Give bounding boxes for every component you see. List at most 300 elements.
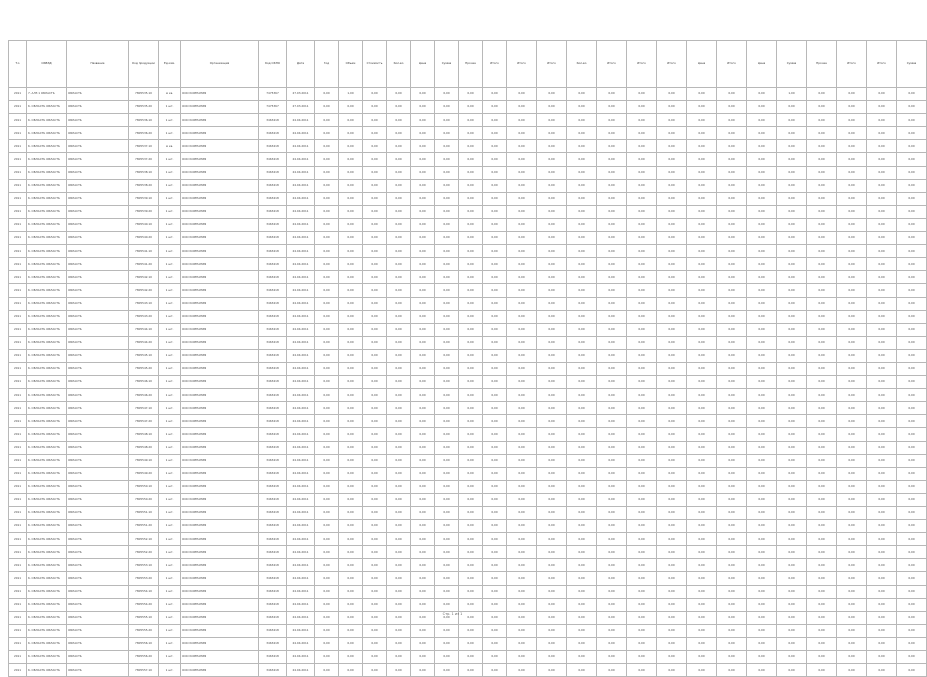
table-cell: 0,00 [717, 258, 747, 271]
table-cell: 0,00 [687, 480, 717, 493]
table-cell: 0,00 [687, 507, 717, 520]
table-cell: 0,00 [657, 493, 687, 506]
table-cell: 24.04.2011 [287, 389, 315, 402]
table-cell: 0,00 [507, 493, 537, 506]
table-cell: 0,00 [867, 415, 897, 428]
table-cell: 0,00 [483, 454, 507, 467]
table-row [9, 624, 927, 637]
table-cell: 0,00 [387, 88, 411, 101]
table-cell: 0,00 [747, 166, 777, 179]
table-cell: 0,00 [717, 179, 747, 192]
table-cell: 0,00 [339, 218, 363, 231]
table-cell: 0,00 [807, 232, 837, 245]
table-cell: 0,00 [537, 415, 567, 428]
table-cell: 0,00 [459, 559, 483, 572]
table-cell: 0,00 [747, 297, 777, 310]
table-cell: 0,00 [459, 376, 483, 389]
table-cell: 0,00 [897, 389, 927, 402]
table-cell: 0,00 [435, 166, 459, 179]
table-cell: 1 шт. [159, 245, 181, 258]
table-cell: 0,00 [459, 546, 483, 559]
table-cell: 0,00 [627, 258, 657, 271]
table-cell: 0,00 [435, 624, 459, 637]
table-cell: 0,00 [567, 624, 597, 637]
table-cell: ООО КОМПАНИЯ [181, 415, 259, 428]
table-cell: ООО КОМПАНИЯ [181, 192, 259, 205]
table-cell: 0,00 [459, 415, 483, 428]
table-cell: ООО КОМПАНИЯ [181, 205, 259, 218]
table-cell: 0,00 [459, 323, 483, 336]
column-header: Код продукции [129, 41, 159, 88]
table-cell: ООО КОМПАНИЯ [181, 520, 259, 533]
table-cell: 0,00 [897, 415, 927, 428]
table-cell: 2011 [9, 114, 27, 127]
table-cell: 0,00 [597, 349, 627, 362]
table-cell: 0,00 [387, 245, 411, 258]
table-cell: 7805552.20 [129, 546, 159, 559]
table-cell: 0,00 [507, 336, 537, 349]
table-cell: 0,00 [597, 493, 627, 506]
table-cell: 0,00 [867, 218, 897, 231]
table-cell: 3463418 [259, 428, 287, 441]
table-cell: 0,00 [411, 598, 435, 611]
table-cell: 0,00 [837, 323, 867, 336]
table-cell: 0,00 [777, 520, 807, 533]
table-cell: 0,00 [435, 428, 459, 441]
table-cell: ОБЛАСТЬ [67, 127, 129, 140]
table-cell: 1 шт. [159, 101, 181, 114]
table-cell: 0,00 [387, 480, 411, 493]
table-cell: ООО КОМПАНИЯ [181, 310, 259, 323]
table-cell: 6. ОБЛАСТЬ ОБЛАСТЬ [27, 624, 67, 637]
table-cell: 0,00 [627, 205, 657, 218]
table-cell: 0,00 [363, 598, 387, 611]
table-cell: 0,00 [717, 546, 747, 559]
table-cell: ОБЛАСТЬ [67, 101, 129, 114]
table-cell: 0,00 [411, 637, 435, 650]
table-cell: 0,00 [807, 611, 837, 624]
table-cell: 0,00 [387, 218, 411, 231]
table-cell: 0,00 [537, 520, 567, 533]
table-cell: 0,00 [717, 336, 747, 349]
column-header: Итого [597, 41, 627, 88]
table-cell: 0,00 [687, 179, 717, 192]
table-cell: 1 шт. [159, 127, 181, 140]
table-cell: 0,00 [597, 232, 627, 245]
table-cell: 3463418 [259, 362, 287, 375]
table-cell: 6. ОБЛАСТЬ ОБЛАСТЬ [27, 218, 67, 231]
table-cell: 0,00 [867, 507, 897, 520]
table-cell: 0,00 [597, 572, 627, 585]
table-cell: 0,00 [411, 258, 435, 271]
table-cell: 1 шт. [159, 389, 181, 402]
table-cell: 7805542.20 [129, 284, 159, 297]
table-cell: 0,00 [483, 480, 507, 493]
table-cell: 7805556.20 [129, 651, 159, 664]
table-cell: 0,00 [459, 389, 483, 402]
table-cell: 0,00 [363, 651, 387, 664]
table-cell: 0,00 [315, 533, 339, 546]
table-cell: 0,00 [837, 245, 867, 258]
table-cell: 24.04.2011 [287, 166, 315, 179]
table-cell: 0,00 [717, 559, 747, 572]
table-cell: 0,00 [717, 428, 747, 441]
table-cell: 7805546.10 [129, 376, 159, 389]
table-cell: 0,00 [537, 232, 567, 245]
table-cell: 0,00 [411, 310, 435, 323]
table-cell: 0,00 [339, 611, 363, 624]
table-cell: 0,00 [537, 572, 567, 585]
table-cell: 0,00 [363, 205, 387, 218]
table-cell: 3463418 [259, 323, 287, 336]
column-header: Прочее [807, 41, 837, 88]
table-cell: 24.04.2011 [287, 114, 315, 127]
table-cell: ОБЛАСТЬ [67, 192, 129, 205]
table-cell: 0,00 [363, 402, 387, 415]
table-cell: 0,00 [567, 127, 597, 140]
table-cell: 24.04.2011 [287, 598, 315, 611]
table-cell: 1 шт. [159, 428, 181, 441]
table-cell: 0,00 [687, 389, 717, 402]
table-cell: 0,00 [747, 153, 777, 166]
table-cell: 7475367 [259, 88, 287, 101]
table-cell: 0,00 [537, 637, 567, 650]
table-cell: 0,00 [507, 415, 537, 428]
table-row [9, 598, 927, 611]
table-cell: 0,00 [459, 428, 483, 441]
table-cell: 0,00 [507, 166, 537, 179]
table-cell: 0,00 [837, 310, 867, 323]
table-cell: 6. ОБЛАСТЬ ОБЛАСТЬ [27, 651, 67, 664]
table-cell: 0,00 [507, 572, 537, 585]
table-cell: 2011 [9, 271, 27, 284]
table-cell: 24.04.2011 [287, 533, 315, 546]
table-cell: 7805557.10 [129, 664, 159, 677]
table-cell: 7805541.10 [129, 245, 159, 258]
table-cell: 0,00 [435, 546, 459, 559]
table-cell: 0,00 [363, 323, 387, 336]
table-cell: 0,00 [807, 507, 837, 520]
table-cell: 0,00 [387, 389, 411, 402]
table-cell: 0,00 [483, 441, 507, 454]
table-cell: 0,00 [807, 271, 837, 284]
table-cell: 0,00 [597, 624, 627, 637]
table-cell: 24.04.2011 [287, 127, 315, 140]
table-cell: 0,00 [777, 559, 807, 572]
table-cell: 7805545.10 [129, 349, 159, 362]
table-cell: ОБЛАСТЬ [67, 507, 129, 520]
table-cell: 0,00 [363, 493, 387, 506]
table-cell: 0,00 [339, 271, 363, 284]
table-cell: ОБЛАСТЬ [67, 205, 129, 218]
table-cell: 0,00 [339, 192, 363, 205]
table-cell: 0,00 [717, 166, 747, 179]
table-cell: 0,00 [507, 441, 537, 454]
table-cell: 0,00 [657, 441, 687, 454]
table-cell: 0,00 [777, 480, 807, 493]
table-cell: 0,00 [897, 127, 927, 140]
table-cell: 0,00 [483, 245, 507, 258]
table-cell: 2011 [9, 467, 27, 480]
table-cell: 1 шт. [159, 533, 181, 546]
table-cell: 0,00 [315, 624, 339, 637]
table-cell: 0,00 [627, 192, 657, 205]
table-cell: 0,00 [339, 232, 363, 245]
table-cell: 0,00 [537, 349, 567, 362]
table-cell: 0,00 [867, 559, 897, 572]
table-cell: 0,00 [837, 402, 867, 415]
table-cell: 0,00 [867, 166, 897, 179]
table-cell: 0,00 [339, 297, 363, 310]
table-cell: 6. ОБЛАСТЬ ОБЛАСТЬ [27, 179, 67, 192]
table-cell: 24.04.2011 [287, 258, 315, 271]
table-cell: 0,00 [507, 127, 537, 140]
table-cell: 0,00 [837, 480, 867, 493]
table-cell: ОБЛАСТЬ [67, 415, 129, 428]
table-cell: 0,00 [897, 284, 927, 297]
table-cell: 0,00 [459, 441, 483, 454]
table-cell: 0,00 [717, 454, 747, 467]
table-cell: 0,00 [747, 624, 777, 637]
table-cell: 0,00 [597, 376, 627, 389]
table-cell: 0,00 [387, 127, 411, 140]
table-cell: 0,00 [483, 88, 507, 101]
table-cell: 0,00 [537, 297, 567, 310]
table-cell: 3463418 [259, 402, 287, 415]
table-cell: 0,00 [435, 323, 459, 336]
table-cell: 24.04.2011 [287, 349, 315, 362]
table-cell: 0,00 [747, 559, 777, 572]
table-cell: 0,00 [459, 232, 483, 245]
table-cell: 0,00 [897, 336, 927, 349]
table-cell: 0,00 [897, 402, 927, 415]
table-cell: 0,00 [435, 218, 459, 231]
table-cell: 0,00 [387, 166, 411, 179]
table-row [9, 336, 927, 349]
table-cell: ООО КОМПАНИЯ [181, 559, 259, 572]
table-cell: ООО КОМПАНИЯ [181, 101, 259, 114]
table-cell: 0,00 [537, 493, 567, 506]
table-cell: 0,00 [867, 205, 897, 218]
table-cell: ООО КОМПАНИЯ [181, 166, 259, 179]
table-cell: ОБЛАСТЬ [67, 245, 129, 258]
table-cell: 0,00 [747, 88, 777, 101]
table-cell: 0,00 [747, 284, 777, 297]
table-cell: 2011 [9, 664, 27, 677]
table-cell: 0,00 [387, 284, 411, 297]
table-cell: 0,00 [435, 402, 459, 415]
table-cell: 0,00 [363, 88, 387, 101]
table-cell: 0,00 [867, 284, 897, 297]
table-cell: 0,00 [567, 507, 597, 520]
table-cell: 0,00 [657, 415, 687, 428]
table-cell: 0,00 [411, 624, 435, 637]
table-cell: 0,00 [459, 205, 483, 218]
table-cell: ООО КОМПАНИЯ [181, 546, 259, 559]
table-cell: 0,00 [627, 310, 657, 323]
table-cell: 0,00 [315, 297, 339, 310]
table-cell: 0,00 [537, 441, 567, 454]
table-cell: 0,00 [807, 428, 837, 441]
column-header: Итого [837, 41, 867, 88]
table-cell: 0,00 [717, 362, 747, 375]
column-header: Итого [657, 41, 687, 88]
table-cell: 0,00 [897, 493, 927, 506]
table-cell: ООО КОМПАНИЯ [181, 402, 259, 415]
table-cell: 0,00 [837, 467, 867, 480]
table-cell: 0,00 [717, 611, 747, 624]
table-cell: 0,00 [435, 520, 459, 533]
table-cell: 0,00 [747, 572, 777, 585]
column-header: Цена [411, 41, 435, 88]
table-cell: 7805550.10 [129, 480, 159, 493]
table-cell: 0,00 [627, 441, 657, 454]
table-cell: 24.04.2011 [287, 140, 315, 153]
table-cell: 0,00 [537, 179, 567, 192]
table-cell: 2011 [9, 389, 27, 402]
table-cell: 0,00 [567, 166, 597, 179]
table-cell: 0,00 [807, 192, 837, 205]
table-cell: 6. ОБЛАСТЬ ОБЛАСТЬ [27, 546, 67, 559]
table-cell: 0,00 [483, 415, 507, 428]
table-cell: 0,00 [363, 546, 387, 559]
table-cell: 0,00 [507, 284, 537, 297]
table-row [9, 362, 927, 375]
table-cell: 0,00 [747, 336, 777, 349]
table-cell: 0,00 [537, 258, 567, 271]
table-cell: 0,00 [387, 598, 411, 611]
table-cell: 0,00 [747, 598, 777, 611]
table-cell: 6. ОБЛАСТЬ ОБЛАСТЬ [27, 533, 67, 546]
table-cell: 24.04.2011 [287, 415, 315, 428]
table-cell: 3463418 [259, 218, 287, 231]
table-cell: 0,00 [339, 520, 363, 533]
table-cell: 0,00 [387, 533, 411, 546]
table-cell: 0,00 [483, 507, 507, 520]
table-cell: ОБЛАСТЬ [67, 467, 129, 480]
table-cell: 0,00 [387, 336, 411, 349]
table-cell: 1 шт. [159, 205, 181, 218]
table-cell: 0,00 [459, 507, 483, 520]
table-cell: 0,00 [837, 441, 867, 454]
table-cell: 0,00 [837, 611, 867, 624]
table-cell: 0,00 [339, 585, 363, 598]
table-cell: 1 шт. [159, 507, 181, 520]
table-cell: 0,00 [315, 127, 339, 140]
table-cell: 0,00 [747, 402, 777, 415]
table-cell: 0,00 [777, 166, 807, 179]
table-cell: 0,00 [363, 533, 387, 546]
table-cell: 1 шт. [159, 153, 181, 166]
table-cell: 0,00 [537, 507, 567, 520]
table-cell: 0,00 [435, 637, 459, 650]
table-cell: 0,00 [837, 428, 867, 441]
table-cell: 0,00 [597, 271, 627, 284]
table-cell: 0,00 [597, 323, 627, 336]
table-cell: 0,00 [897, 598, 927, 611]
table-cell: 0,00 [411, 533, 435, 546]
table-cell: 0,00 [657, 520, 687, 533]
table-cell: ООО КОМПАНИЯ [181, 585, 259, 598]
table-cell: 0,00 [339, 389, 363, 402]
table-cell: 0,00 [363, 140, 387, 153]
table-cell: 6. ОБЛАСТЬ ОБЛАСТЬ [27, 192, 67, 205]
table-cell: 0,00 [687, 664, 717, 677]
table-cell: ООО КОМПАНИЯ [181, 127, 259, 140]
table-cell: 0,00 [897, 546, 927, 559]
table-row [9, 428, 927, 441]
table-cell: 24.04.2011 [287, 323, 315, 336]
table-cell: 0,00 [411, 572, 435, 585]
table-cell: 0,00 [483, 114, 507, 127]
table-cell: 0,00 [459, 533, 483, 546]
table-row [9, 454, 927, 467]
table-cell: 0,00 [597, 166, 627, 179]
table-cell: 7805543.20 [129, 310, 159, 323]
table-cell: 0,00 [687, 402, 717, 415]
column-header: Год [315, 41, 339, 88]
table-cell: 0,00 [627, 362, 657, 375]
table-cell: 0,00 [459, 362, 483, 375]
table-cell: 0,00 [897, 310, 927, 323]
table-cell: 3463418 [259, 415, 287, 428]
table-cell: 0,00 [777, 415, 807, 428]
table-cell: 0,00 [807, 389, 837, 402]
table-cell: 0,00 [507, 507, 537, 520]
table-cell: 0,00 [435, 585, 459, 598]
table-cell: 0,00 [687, 533, 717, 546]
table-cell: ОБЛАСТЬ [67, 349, 129, 362]
table-cell: 0,00 [507, 114, 537, 127]
table-cell: 0,00 [777, 664, 807, 677]
table-cell: 0,00 [777, 153, 807, 166]
table-cell: 0,00 [411, 114, 435, 127]
table-cell: 0,00 [459, 611, 483, 624]
table-cell: 0,00 [777, 376, 807, 389]
table-cell: 2011 [9, 651, 27, 664]
table-cell: 0,00 [507, 245, 537, 258]
table-cell: 0,00 [363, 218, 387, 231]
table-cell: 0,00 [687, 441, 717, 454]
table-cell: 7. АЛЗ 1 ОБЛАСТЬ [27, 88, 67, 101]
table-cell: 0,00 [837, 140, 867, 153]
table-cell: 0,00 [597, 258, 627, 271]
table-cell: ООО КОМПАНИЯ [181, 467, 259, 480]
table-cell: 0,00 [867, 585, 897, 598]
table-cell: 0,00 [387, 271, 411, 284]
table-cell: 1 шт. [159, 598, 181, 611]
table-cell: 0,00 [897, 467, 927, 480]
table-cell: 0,00 [687, 310, 717, 323]
table-cell: 6. ОБЛАСТЬ ОБЛАСТЬ [27, 493, 67, 506]
table-cell: 2011 [9, 559, 27, 572]
table-cell: 0,00 [363, 428, 387, 441]
table-row [9, 205, 927, 218]
table-cell: 0,00 [627, 637, 657, 650]
table-cell: 0,00 [483, 533, 507, 546]
table-cell: 0,00 [777, 323, 807, 336]
table-cell: 0,00 [627, 546, 657, 559]
table-cell: ООО КОМПАНИЯ [181, 362, 259, 375]
table-cell: 0,00 [867, 428, 897, 441]
table-cell: 0,00 [567, 258, 597, 271]
table-cell: 0,00 [867, 245, 897, 258]
table-row [9, 258, 927, 271]
table-cell: 0,00 [315, 349, 339, 362]
table-cell: 0,00 [747, 205, 777, 218]
table-cell: 0,00 [627, 127, 657, 140]
table-cell: 0,00 [339, 310, 363, 323]
